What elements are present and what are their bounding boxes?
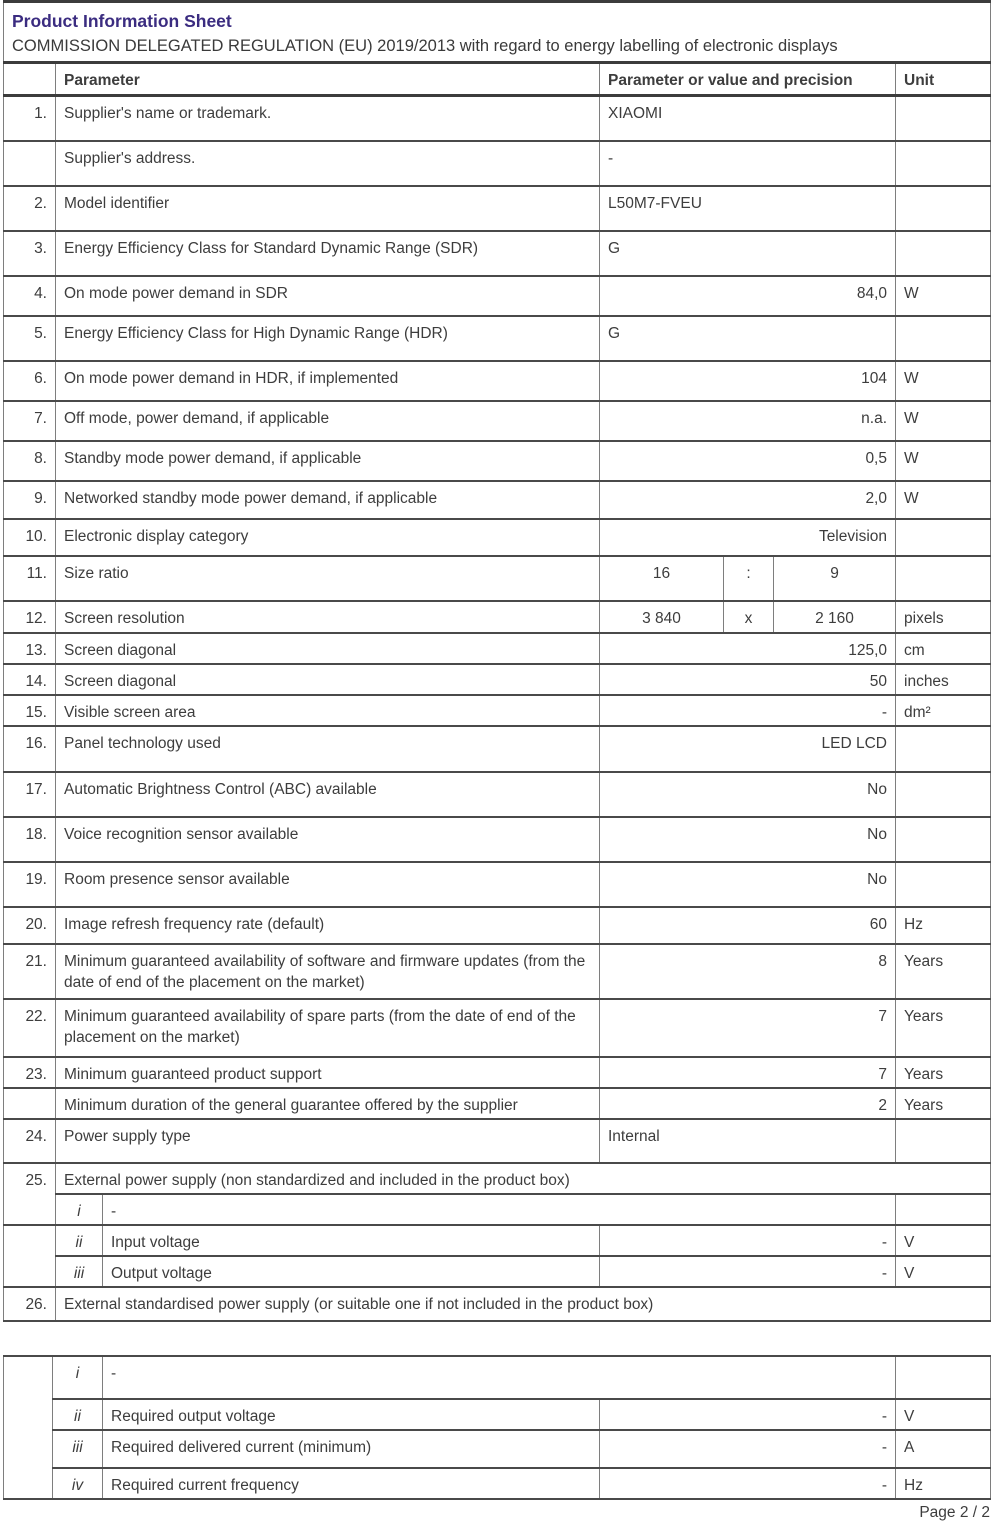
value-separator-cell: x	[724, 601, 774, 633]
unit-cell	[896, 772, 991, 817]
table-row	[4, 186, 991, 231]
page-subtitle: COMMISSION DELEGATED REGULATION (EU) 2019/2013 with regard to energy labelling of electronic displays	[12, 37, 838, 55]
table-row	[4, 1225, 991, 1256]
value-cell: 104	[600, 361, 896, 401]
row-number-cell: 5.	[4, 316, 56, 361]
value-cell: Television	[600, 519, 896, 556]
parameter-cell: Energy Efficiency Class for Standard Dynamic Range (SDR)	[56, 231, 600, 276]
parameter-cell: Panel technology used	[56, 726, 600, 772]
value-cell: 8	[600, 944, 896, 999]
row-number-cell: 26.	[4, 1287, 56, 1321]
parameter-cell: Electronic display category	[56, 519, 600, 556]
unit-cell: dm²	[896, 695, 991, 726]
table-row	[4, 1119, 991, 1163]
row-number-cell: 24.	[4, 1119, 56, 1163]
parameter-span-cell: External standardised power supply (or suitable one if not included in the product box)	[56, 1287, 991, 1321]
parameter-cell: Voice recognition sensor available	[56, 817, 600, 862]
row-number-cell: 13.	[4, 633, 56, 664]
row-number-cell: 19.	[4, 862, 56, 907]
unit-cell	[896, 556, 991, 601]
header-unit-cell: Unit	[896, 63, 991, 96]
row-number-cell	[4, 1088, 56, 1119]
unit-cell	[896, 862, 991, 907]
value-cell: Internal	[600, 1119, 896, 1163]
table-row	[4, 481, 991, 519]
parameter-cell: Required delivered current (minimum)	[103, 1430, 600, 1468]
table-row	[4, 316, 991, 361]
value-cell: -	[600, 1256, 896, 1287]
value-cell: G	[600, 316, 896, 361]
parameter-cell: Input voltage	[103, 1225, 600, 1256]
row-number-cell: 15.	[4, 695, 56, 726]
table-row	[4, 556, 991, 601]
value-cell: 0,5	[600, 441, 896, 481]
parameter-cell: Required current frequency	[103, 1468, 600, 1499]
parameter-cell: On mode power demand in HDR, if implemented	[56, 361, 600, 401]
sub-index-cell: ii	[53, 1399, 103, 1430]
row-number-cell: 18.	[4, 817, 56, 862]
unit-cell: Years	[896, 1088, 991, 1119]
table-row	[4, 96, 991, 141]
row-number-cell: 23.	[4, 1057, 56, 1088]
table-row	[4, 817, 991, 862]
value-cell: 60	[600, 907, 896, 944]
value-cell: 2 160	[774, 601, 896, 633]
table-row	[4, 1356, 991, 1399]
value-cell: 2	[600, 1088, 896, 1119]
unit-cell: V	[896, 1256, 991, 1287]
table-row	[4, 1468, 991, 1499]
value-separator-cell: :	[724, 556, 774, 601]
parameter-cell: Off mode, power demand, if applicable	[56, 401, 600, 441]
table-row	[4, 2, 991, 63]
parameter-cell: On mode power demand in SDR	[56, 276, 600, 316]
unit-cell: W	[896, 481, 991, 519]
parameter-cell: Screen diagonal	[56, 664, 600, 695]
row-number-cell: 10.	[4, 519, 56, 556]
value-cell: 125,0	[600, 633, 896, 664]
unit-cell: W	[896, 401, 991, 441]
parameter-cell: Automatic Brightness Control (ABC) available	[56, 772, 600, 817]
table-row	[4, 1399, 991, 1430]
row-number-cell: 12.	[4, 601, 56, 633]
row-number-cell: 6.	[4, 361, 56, 401]
value-cell: No	[600, 862, 896, 907]
row-number-cell: 16.	[4, 726, 56, 772]
parameter-cell: Model identifier	[56, 186, 600, 231]
unit-cell: W	[896, 441, 991, 481]
value-cell: 2,0	[600, 481, 896, 519]
unit-cell	[896, 1356, 991, 1399]
table-row	[4, 1430, 991, 1468]
page-title: Product Information Sheet	[12, 11, 232, 31]
row-number-cell: 2.	[4, 186, 56, 231]
table-row	[4, 772, 991, 817]
unit-cell: V	[896, 1225, 991, 1256]
table-row	[4, 726, 991, 772]
sub-index-cell: iii	[53, 1430, 103, 1468]
unit-cell: Hz	[896, 1468, 991, 1499]
value-cell: No	[600, 772, 896, 817]
value-cell: 9	[774, 556, 896, 601]
table-row	[4, 944, 991, 999]
unit-cell: A	[896, 1430, 991, 1468]
unit-cell	[896, 726, 991, 772]
parameter-cell: Energy Efficiency Class for High Dynamic Range (HDR)	[56, 316, 600, 361]
row-number-cell: 21.	[4, 944, 56, 999]
parameter-cell: Output voltage	[103, 1256, 600, 1287]
row-number-cell: 17.	[4, 772, 56, 817]
row-number-cell: 14.	[4, 664, 56, 695]
value-cell: -	[600, 1399, 896, 1430]
row-number-cell: 3.	[4, 231, 56, 276]
value-cell: 7	[600, 999, 896, 1057]
unit-cell	[896, 186, 991, 231]
table-row	[4, 907, 991, 944]
unit-cell: W	[896, 276, 991, 316]
header-number-cell	[4, 63, 56, 96]
table-row	[4, 633, 991, 664]
row-number-cell: 8.	[4, 441, 56, 481]
unit-cell: Years	[896, 1057, 991, 1088]
table-row	[4, 141, 991, 186]
table-row	[4, 401, 991, 441]
parameter-cell: Minimum guaranteed availability of spare parts (from the date of end of the placement on the market)	[56, 999, 600, 1057]
unit-cell: cm	[896, 633, 991, 664]
unit-cell	[896, 316, 991, 361]
table-row	[4, 1088, 991, 1119]
table-header-row	[4, 63, 991, 96]
parameter-cell: Screen resolution	[56, 601, 600, 633]
header-parameter-cell: Parameter	[56, 63, 600, 96]
row-number-cell: 20.	[4, 907, 56, 944]
unit-cell	[896, 817, 991, 862]
unit-cell: V	[896, 1399, 991, 1430]
row-number-cell: 9.	[4, 481, 56, 519]
product-info-table	[3, 0, 991, 1322]
parameter-cell: Supplier's name or trademark.	[56, 96, 600, 141]
table-row	[4, 999, 991, 1057]
page-number: Page 2 / 2	[919, 1503, 990, 1521]
table-row	[4, 1163, 991, 1194]
value-cell: G	[600, 231, 896, 276]
parameter-cell: Visible screen area	[56, 695, 600, 726]
value-cell: 7	[600, 1057, 896, 1088]
parameter-cell: Minimum guaranteed product support	[56, 1057, 600, 1088]
sub-index-cell: ii	[56, 1225, 103, 1256]
sub-index-cell: i	[56, 1194, 103, 1225]
value-cell: 16	[600, 556, 724, 601]
parameter-cell: Minimum guaranteed availability of software and firmware updates (from the date of end of the placement on the market)	[56, 944, 600, 999]
value-cell: -	[600, 695, 896, 726]
sub-index-cell: iii	[56, 1256, 103, 1287]
unit-cell	[896, 141, 991, 186]
table-row	[4, 664, 991, 695]
sub-index-cell: i	[53, 1356, 103, 1399]
parameter-cell: Room presence sensor available	[56, 862, 600, 907]
row-number-cell: 25.	[4, 1163, 56, 1225]
value-cell: -	[600, 1225, 896, 1256]
value-cell: 3 840	[600, 601, 724, 633]
parameter-span-cell: External power supply (non standardized and included in the product box)	[56, 1163, 991, 1194]
sub-index-cell: iv	[53, 1468, 103, 1499]
unit-cell: Years	[896, 999, 991, 1057]
row-number-cell: 7.	[4, 401, 56, 441]
unit-cell	[896, 231, 991, 276]
table-row	[4, 441, 991, 481]
parameter-cell: Standby mode power demand, if applicable	[56, 441, 600, 481]
unit-cell: pixels	[896, 601, 991, 633]
table-row	[4, 1256, 991, 1287]
row-number-cell	[4, 1225, 56, 1287]
parameter-cell: Networked standby mode power demand, if applicable	[56, 481, 600, 519]
parameter-cell: Size ratio	[56, 556, 600, 601]
parameter-cell: Screen diagonal	[56, 633, 600, 664]
row-number-cell	[4, 1356, 53, 1499]
continuation-table	[3, 1355, 991, 1500]
parameter-cell: Required output voltage	[103, 1399, 600, 1430]
parameter-cell: Power supply type	[56, 1119, 600, 1163]
table-row	[4, 601, 991, 633]
row-number-cell: 1.	[4, 96, 56, 141]
value-cell: -	[103, 1356, 896, 1399]
unit-cell: Hz	[896, 907, 991, 944]
table-row	[4, 1057, 991, 1088]
value-cell: L50M7-FVEU	[600, 186, 896, 231]
value-cell: LED LCD	[600, 726, 896, 772]
table-row	[4, 519, 991, 556]
row-number-cell: 11.	[4, 556, 56, 601]
value-cell: -	[600, 141, 896, 186]
parameter-cell: Minimum duration of the general guarantee offered by the supplier	[56, 1088, 600, 1119]
parameter-cell: Image refresh frequency rate (default)	[56, 907, 600, 944]
value-cell: -	[103, 1194, 896, 1225]
unit-cell	[896, 1119, 991, 1163]
unit-cell: W	[896, 361, 991, 401]
table-row	[4, 276, 991, 316]
value-cell: -	[600, 1468, 896, 1499]
value-cell: 84,0	[600, 276, 896, 316]
parameter-cell: Supplier's address.	[56, 141, 600, 186]
value-cell: 50	[600, 664, 896, 695]
value-cell: n.a.	[600, 401, 896, 441]
page-break-gap	[0, 1322, 998, 1355]
table-row	[4, 862, 991, 907]
row-number-cell: 4.	[4, 276, 56, 316]
value-cell: No	[600, 817, 896, 862]
unit-cell	[896, 519, 991, 556]
value-cell: XIAOMI	[600, 96, 896, 141]
table-row	[4, 1194, 991, 1225]
unit-cell	[896, 96, 991, 141]
unit-cell	[896, 1194, 991, 1225]
row-number-cell	[4, 141, 56, 186]
table-row	[4, 1287, 991, 1321]
unit-cell: inches	[896, 664, 991, 695]
table-row	[4, 361, 991, 401]
table-row	[4, 695, 991, 726]
header-value-cell: Parameter or value and precision	[600, 63, 896, 96]
value-cell: -	[600, 1430, 896, 1468]
row-number-cell: 22.	[4, 999, 56, 1057]
table-row	[4, 231, 991, 276]
unit-cell: Years	[896, 944, 991, 999]
